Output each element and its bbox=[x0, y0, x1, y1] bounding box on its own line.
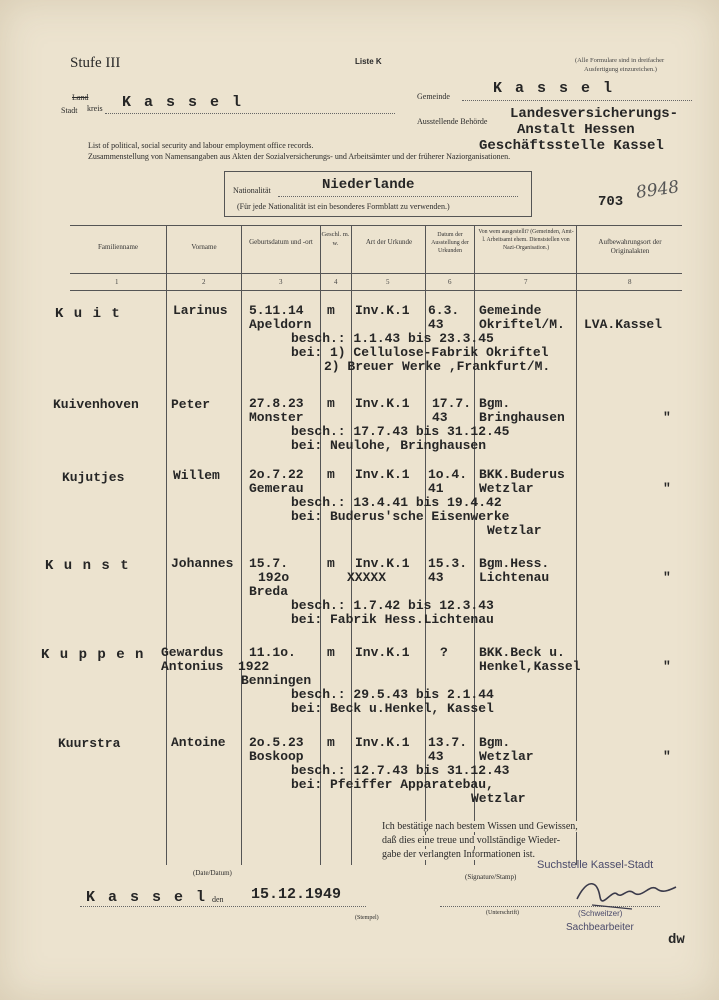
col-num-1: 1 bbox=[115, 278, 119, 286]
birth-date: 11.1o. bbox=[249, 645, 296, 660]
birth-place: Boskoop bbox=[249, 749, 304, 764]
stadt-label: Stadt bbox=[61, 106, 78, 115]
surname: Kuurstra bbox=[58, 736, 121, 751]
sheet-number: 703 bbox=[598, 194, 624, 210]
issue-year: 43 bbox=[428, 317, 444, 332]
certification-line-3: gabe der verlangten Informationen ist. bbox=[382, 849, 535, 860]
gemeinde-underline bbox=[462, 100, 692, 101]
issuer: Gemeinde bbox=[479, 303, 542, 318]
sex: m bbox=[327, 735, 335, 750]
issue-date: 15.3. bbox=[428, 556, 468, 571]
employment-period: besch.: 1.1.43 bis 23.3.45 bbox=[291, 331, 494, 346]
birth-place: Gemerau bbox=[249, 481, 304, 496]
birth-place: Apeldorn bbox=[249, 317, 312, 332]
employment-period: besch.: 17.7.43 bis 31.12.45 bbox=[291, 424, 510, 439]
col-header-familienname: Familienname bbox=[97, 243, 139, 251]
issuer-place: Lichtenau bbox=[479, 570, 550, 585]
birth-year: 1922 bbox=[238, 659, 270, 674]
sex: m bbox=[327, 467, 335, 482]
behoerde-line-2: Anstalt Hessen bbox=[517, 122, 635, 138]
issue-date: 6.3. bbox=[428, 303, 460, 318]
german-description: Zusammenstellung von Namensangaben aus Akten der Sozialversicherungs- und Arbeitsämter und der früherer Naziorganisationen. bbox=[88, 152, 511, 161]
birth-date: 15.7. bbox=[249, 556, 289, 571]
certification-line-2: daß dies eine treue und vollständige Wieder- bbox=[382, 835, 561, 846]
birth-date: 5.11.14 bbox=[249, 303, 304, 318]
behoerde-label: Ausstellende Behörde bbox=[417, 117, 488, 126]
employer-2: Wetzlar bbox=[487, 523, 542, 538]
employment-period: besch.: 13.4.41 bis 19.4.42 bbox=[291, 495, 502, 510]
issuer: BKK.Buderus bbox=[479, 467, 565, 482]
document-type: Inv.K.1 bbox=[355, 396, 410, 411]
col-num-7: 7 bbox=[524, 278, 528, 286]
gemeinde-label: Gemeinde bbox=[417, 92, 450, 101]
issue-year: 41 bbox=[428, 481, 444, 496]
employer: bei: Buderus'sche Eisenwerke bbox=[291, 509, 510, 524]
firstname: Johannes bbox=[171, 556, 234, 571]
issuer-place: Henkel,Kassel bbox=[479, 659, 581, 674]
col-header-geschlecht: Geschl. m. w. bbox=[321, 231, 350, 247]
employer: bei: 1) Cellulose-Fabrik Okriftel bbox=[291, 345, 549, 360]
table-num-border bbox=[70, 290, 682, 291]
place-value: K a s s e l bbox=[86, 889, 208, 906]
col-header-vorname: Vorname bbox=[191, 243, 217, 251]
issuer-place: Wetzlar bbox=[479, 481, 534, 496]
stempel-label: (Stempel) bbox=[355, 915, 379, 921]
employer: bei: Fabrik Hess.Lichtenau bbox=[291, 612, 494, 627]
english-description: List of political, social security and labour employment office records. bbox=[88, 141, 314, 150]
behoerde-line-3: Geschäftsstelle Kassel bbox=[479, 138, 664, 154]
sex: m bbox=[327, 556, 335, 571]
firstname: Larinus bbox=[173, 303, 228, 318]
storage-location: " bbox=[663, 749, 671, 764]
col-num-6: 6 bbox=[448, 278, 452, 286]
birth-place: Benningen bbox=[241, 673, 312, 688]
handwritten-number: 8948 bbox=[634, 177, 681, 203]
employment-period: besch.: 12.7.43 bis 31.12.43 bbox=[291, 763, 510, 778]
col-divider-2 bbox=[241, 225, 242, 865]
gemeinde-value: K a s s e l bbox=[493, 80, 615, 97]
land-label: Land bbox=[72, 93, 89, 102]
document-type: Inv.K.1 bbox=[355, 645, 410, 660]
col-header-datum: Datum der Ausstellung der Urkunden bbox=[431, 232, 469, 254]
den-label: den bbox=[212, 895, 224, 904]
issuer-place: Okriftel/M. bbox=[479, 317, 565, 332]
date-label: (Date/Datum) bbox=[193, 869, 232, 877]
firstname: Gewardus bbox=[161, 645, 224, 660]
birth-year: 192o bbox=[258, 570, 290, 585]
issue-date: ? bbox=[440, 645, 448, 660]
table-top-border bbox=[70, 225, 682, 226]
unterschrift-label: (Unterschrift) bbox=[486, 910, 519, 916]
stamp-role: Sachbearbeiter bbox=[566, 922, 634, 933]
col-divider-7 bbox=[576, 225, 577, 865]
employer: bei: Neulohe, Bringhausen bbox=[291, 438, 487, 453]
nationality-value: Niederlande bbox=[322, 177, 415, 193]
col-num-3: 3 bbox=[279, 278, 283, 286]
storage-location: " bbox=[663, 570, 671, 585]
col-header-geburt: Geburtsdatum und -ort bbox=[249, 238, 313, 246]
storage-location: " bbox=[663, 410, 671, 425]
behoerde-line-1: Landesversicherungs- bbox=[510, 106, 679, 122]
issue-year: 43 bbox=[432, 410, 448, 425]
document-type: Inv.K.1 bbox=[355, 303, 410, 318]
storage-location: " bbox=[663, 481, 671, 496]
birth-place: Breda bbox=[249, 584, 289, 599]
kreis-label: kreis bbox=[87, 104, 103, 113]
issue-year: 43 bbox=[428, 749, 444, 764]
signature-label: (Signature/Stamp) bbox=[465, 873, 517, 881]
issue-date: 17.7. bbox=[432, 396, 472, 411]
col-header-aufbewahrung: Aufbewahrungsort der Originalakten bbox=[598, 238, 662, 255]
employer-2: 2) Breuer Werke ,Frankfurt/M. bbox=[324, 359, 551, 374]
birth-date: 2o.7.22 bbox=[249, 467, 304, 482]
surname: K u n s t bbox=[45, 558, 130, 574]
col-divider-1 bbox=[166, 225, 167, 865]
stamp-name: (Schweitzer) bbox=[578, 909, 623, 918]
surname: Kujutjes bbox=[62, 470, 125, 485]
document-type-crossed: XXXXX bbox=[347, 570, 387, 585]
kreis-value: K a s s e l bbox=[122, 94, 244, 111]
form-note-2: Ausfertigung einzureichen.) bbox=[584, 66, 657, 73]
col-num-5: 5 bbox=[386, 278, 390, 286]
col-header-aussteller: Von wem ausgestellt? (Gemeinden, Amt-l. Arbeitsamt ehem. Dienststellen von Nazi-Organisation.) bbox=[478, 229, 574, 251]
birth-date: 27.8.23 bbox=[249, 396, 304, 411]
surname: K u p p e n bbox=[41, 647, 145, 663]
col-num-2: 2 bbox=[202, 278, 206, 286]
issuer-place: Wetzlar bbox=[479, 749, 534, 764]
issue-year: 43 bbox=[428, 570, 444, 585]
birth-place: Monster bbox=[249, 410, 304, 425]
table-header-border bbox=[70, 273, 682, 274]
nationality-label: Nationalität bbox=[233, 186, 271, 195]
employment-period: besch.: 29.5.43 bis 2.1.44 bbox=[291, 687, 494, 702]
document-type: Inv.K.1 bbox=[355, 467, 410, 482]
firstname: Peter bbox=[171, 397, 211, 412]
issue-date: 13.7. bbox=[428, 735, 468, 750]
date-value: 15.12.1949 bbox=[251, 886, 342, 903]
document-type: Inv.K.1 bbox=[355, 735, 410, 750]
col-header-urkunde: Art der Urkunde bbox=[365, 238, 413, 246]
sex: m bbox=[327, 645, 335, 660]
issuer: Bgm. bbox=[479, 735, 511, 750]
kreis-underline bbox=[105, 113, 395, 114]
document-type: Inv.K.1 bbox=[355, 556, 410, 571]
sex: m bbox=[327, 396, 335, 411]
nationality-note: (Für jede Nationalität ist ein besonderes Formblatt zu verwenden.) bbox=[237, 202, 450, 211]
issuer: Bgm.Hess. bbox=[479, 556, 550, 571]
employment-period: besch.: 1.7.42 bis 12.3.43 bbox=[291, 598, 494, 613]
sex: m bbox=[327, 303, 335, 318]
issuer: Bgm. bbox=[479, 396, 511, 411]
storage-location: LVA.Kassel bbox=[584, 317, 663, 332]
employer: bei: Beck u.Henkel, Kassel bbox=[291, 701, 494, 716]
col-num-8: 8 bbox=[628, 278, 632, 286]
nationality-underline bbox=[278, 196, 518, 197]
employer: bei: Pfeiffer Apparatebau, bbox=[291, 777, 494, 792]
office-stamp: Suchstelle Kassel-Stadt bbox=[537, 859, 654, 871]
col-num-4: 4 bbox=[334, 278, 338, 286]
storage-location: " bbox=[663, 659, 671, 674]
firstname-2: Antonius bbox=[161, 659, 224, 674]
date-underline bbox=[80, 906, 366, 907]
form-note-1: (Alle Formulare sind in dreifacher bbox=[575, 57, 665, 64]
certification-line-1: Ich bestätige nach bestem Wissen und Gewissen, bbox=[382, 821, 578, 832]
surname: Kuivenhoven bbox=[53, 397, 139, 412]
issuer: BKK.Beck u. bbox=[479, 645, 565, 660]
employer-2: Wetzlar bbox=[471, 791, 526, 806]
stufe-label: Stufe III bbox=[70, 55, 121, 71]
birth-date: 2o.5.23 bbox=[249, 735, 304, 750]
liste-label: Liste K bbox=[355, 57, 382, 66]
firstname: Willem bbox=[173, 468, 220, 483]
surname: K u i t bbox=[55, 306, 121, 322]
issuer-place: Bringhausen bbox=[479, 410, 565, 425]
initials: dw bbox=[668, 932, 685, 948]
issue-date: 1o.4. bbox=[428, 467, 468, 482]
firstname: Antoine bbox=[171, 735, 226, 750]
